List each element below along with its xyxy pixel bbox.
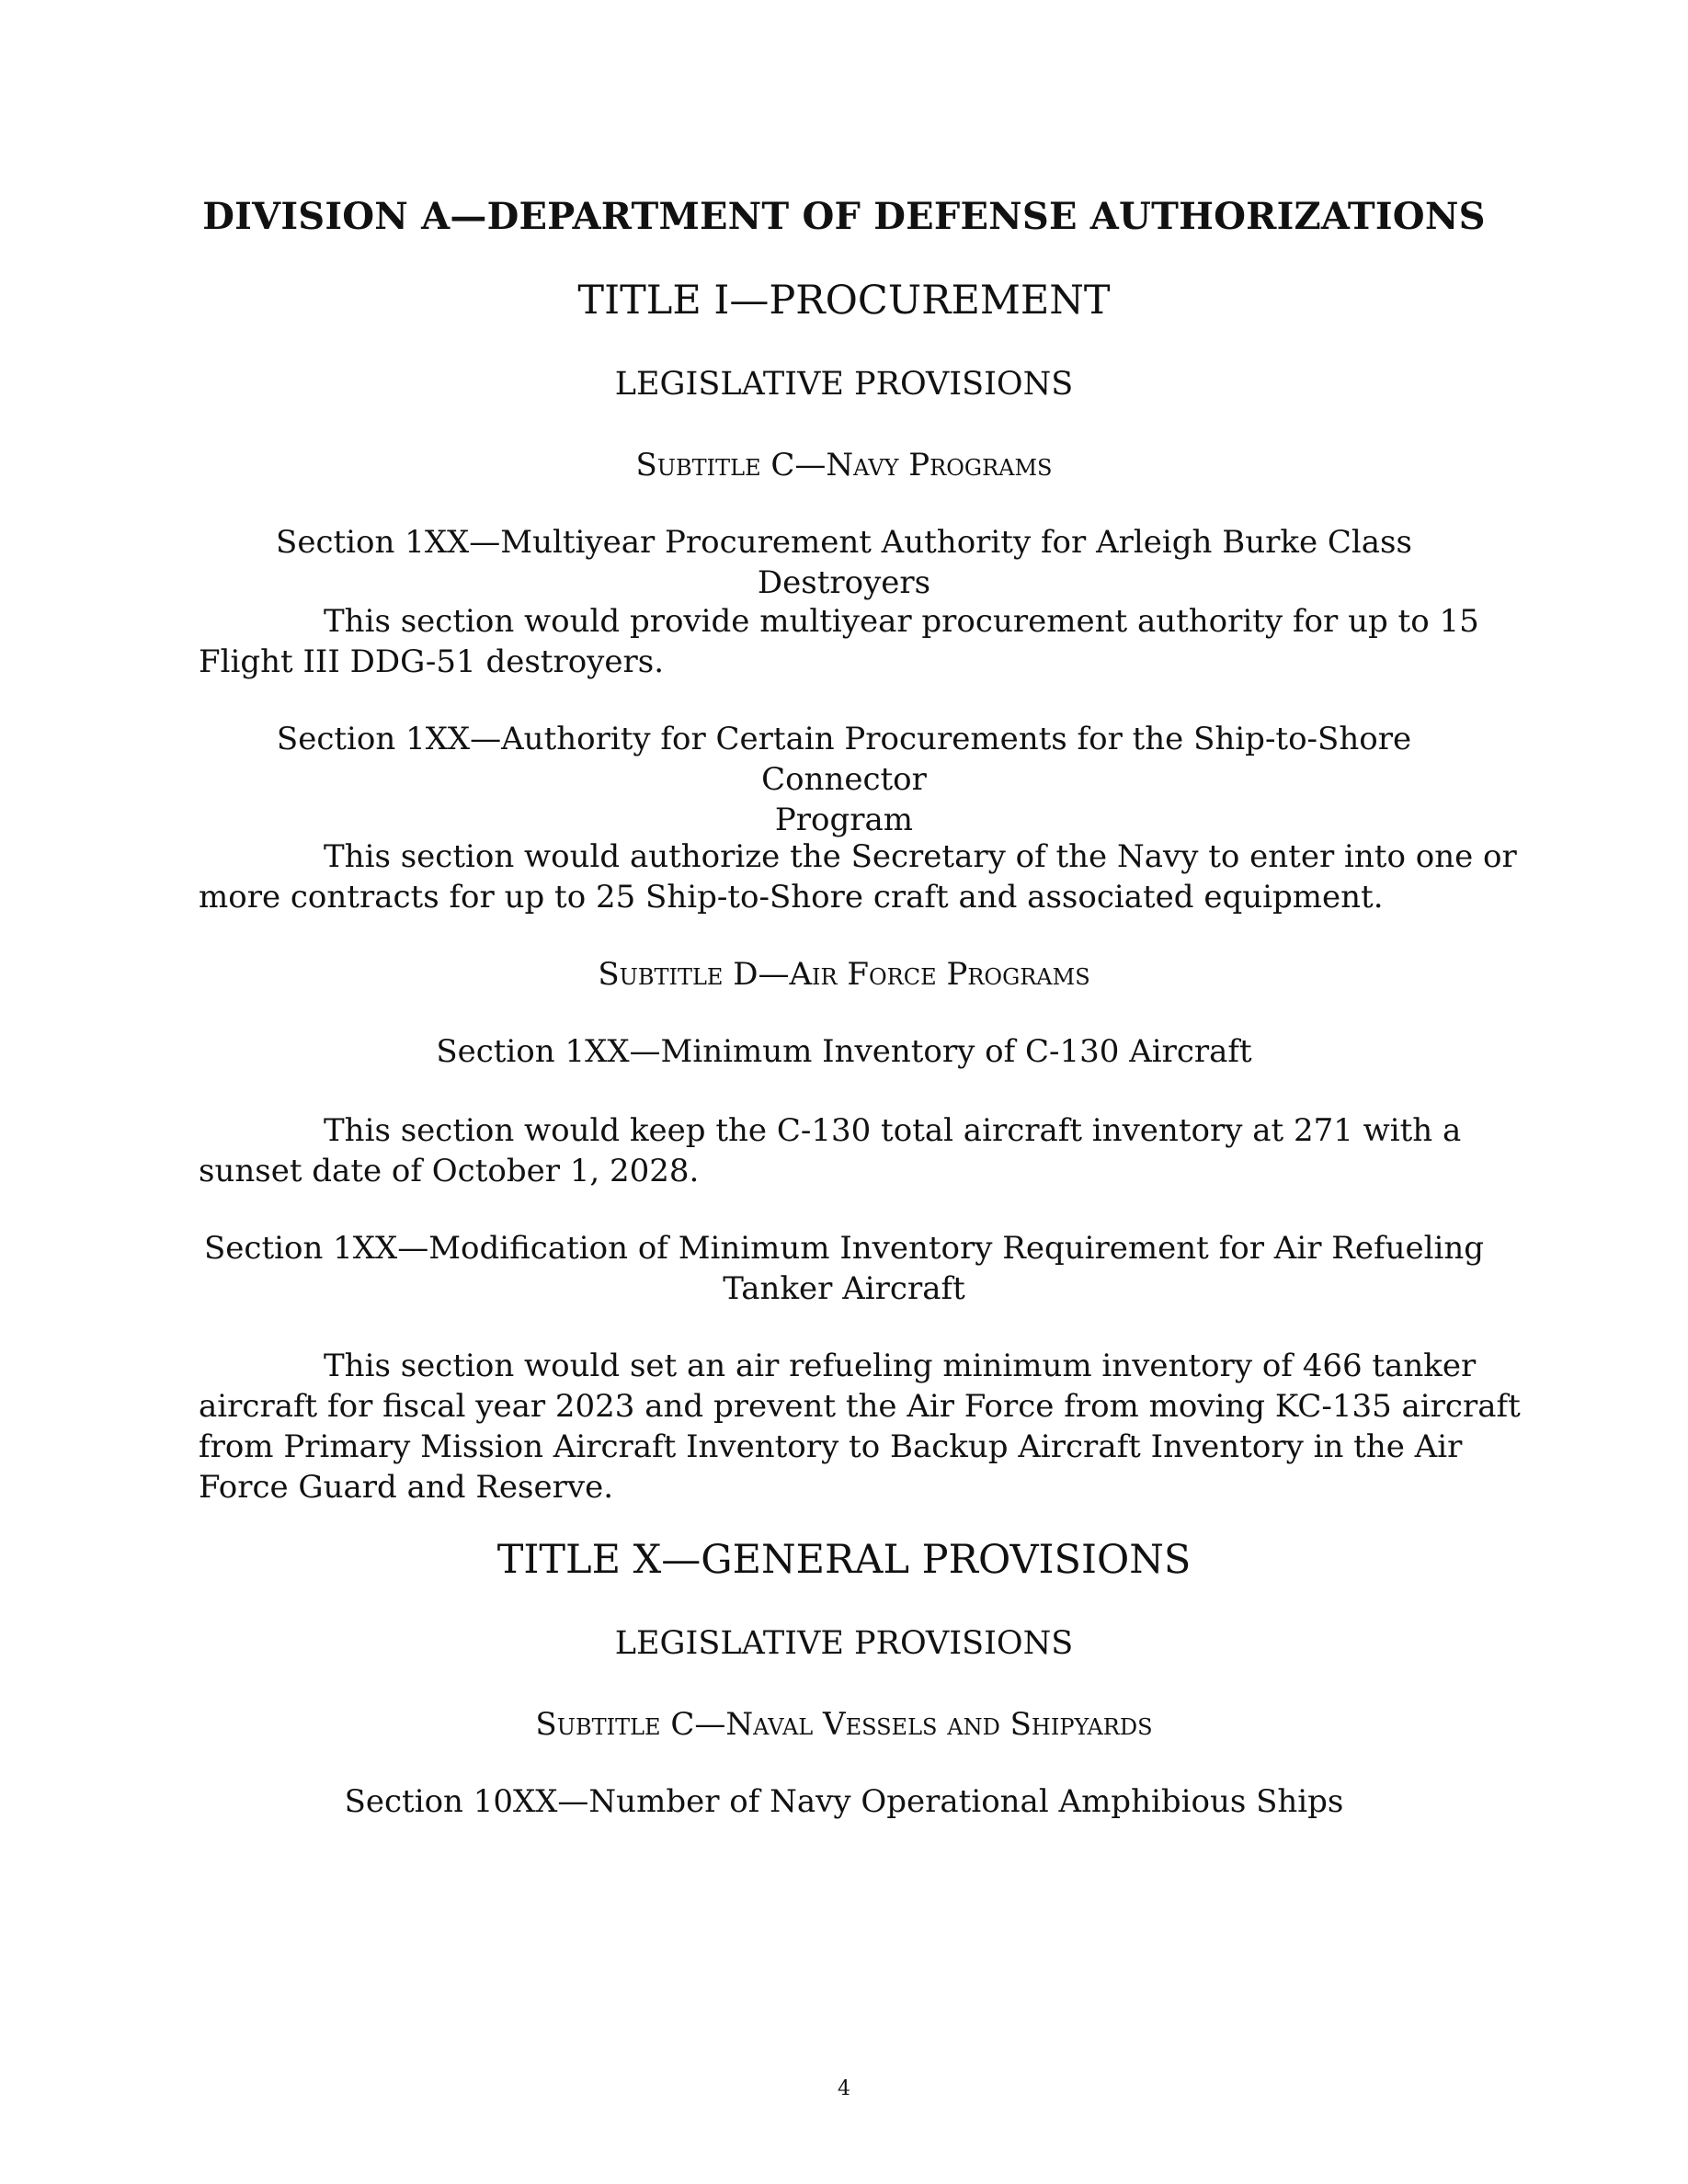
- legislative-provisions-heading: LEGISLATIVE PROVISIONS: [614, 1625, 1074, 1662]
- body-line: sunset date of October 1, 2028.: [199, 1153, 700, 1189]
- heading-line: Program: [774, 802, 914, 838]
- body-line: more contracts for up to 25 Ship-to-Shore craft and associated equipment.: [199, 879, 1384, 916]
- subtitle-c-naval-heading: Subtitle C—Naval Vessels and Shipyards: [535, 1706, 1153, 1743]
- section-heading-arleigh-burke: Section 1XX—Multiyear Procurement Authority for Arleigh Burke Class Destroyers: [276, 524, 1412, 601]
- document-page: [199, 0, 1521, 2184]
- heading-line: Tanker Aircraft: [723, 1270, 965, 1307]
- heading-line: Section 1XX—Modification of Minimum Inventory Requirement for Air Refueling: [204, 1230, 1484, 1267]
- body-line: from Primary Mission Aircraft Inventory to Backup Aircraft Inventory in the Air: [199, 1428, 1463, 1465]
- body-line: This section would provide multiyear procurement authority for up to 15: [324, 603, 1479, 640]
- heading-line: Section 1XX—Authority for Certain Procurements for the Ship-to-Shore Connector: [276, 721, 1412, 798]
- section-heading-c130: Section 1XX—Minimum Inventory of C-130 Aircraft: [436, 1033, 1252, 1070]
- section-body-c130: [199, 1110, 1489, 1191]
- section-body-arleigh-burke: [199, 601, 1489, 682]
- section-heading-air-refueling: [199, 1228, 1489, 1309]
- subtitle-c-heading: Subtitle C—Navy Programs: [635, 447, 1053, 483]
- body-line: Force Guard and Reserve.: [199, 1469, 613, 1506]
- page-number: 4: [838, 2077, 850, 2100]
- section-body-ship-to-shore: [199, 836, 1517, 917]
- title-x-heading: TITLE X—GENERAL PROVISIONS: [496, 1537, 1192, 1583]
- body-line: aircraft for fiscal year 2023 and prevent the Air Force from moving KC-135 aircraft: [199, 1388, 1521, 1425]
- body-line: Flight III DDG-51 destroyers.: [199, 643, 664, 680]
- legislative-provisions-heading: LEGISLATIVE PROVISIONS: [614, 366, 1074, 403]
- body-line: This section would authorize the Secretary of the Navy to enter into one or: [324, 838, 1517, 875]
- subtitle-d-heading: Subtitle D—Air Force Programs: [598, 956, 1090, 993]
- body-line: This section would set an air refueling minimum inventory of 466 tanker: [324, 1348, 1477, 1384]
- title-i-heading: TITLE I—PROCUREMENT: [577, 278, 1111, 324]
- section-heading-ship-to-shore: [199, 719, 1489, 840]
- section-heading-amphibious: Section 10XX—Number of Navy Operational Amphibious Ships: [344, 1783, 1344, 1820]
- body-line: This section would keep the C-130 total aircraft inventory at 271 with a: [324, 1112, 1462, 1149]
- section-body-air-refueling: [199, 1346, 1521, 1507]
- division-heading: DIVISION A—DEPARTMENT OF DEFENSE AUTHORIZATIONS: [202, 195, 1486, 238]
